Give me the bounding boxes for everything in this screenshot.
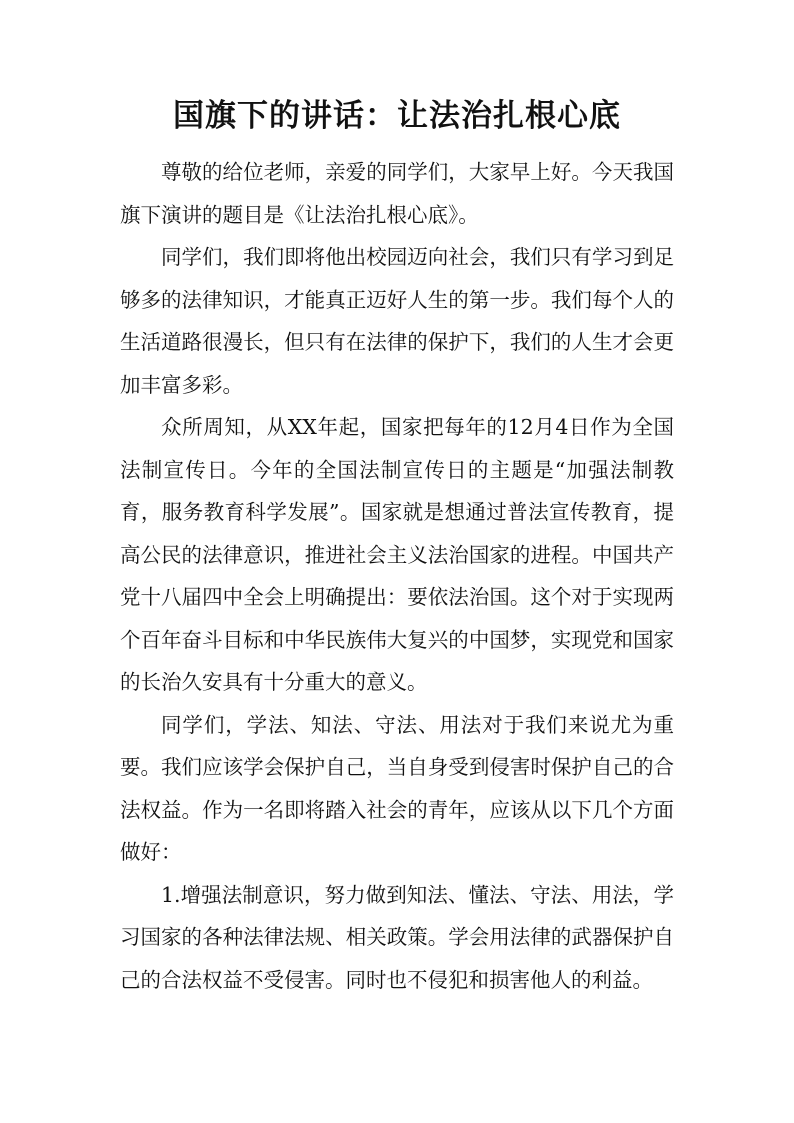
paragraph-point-1: 1.增强法制意识，努力做到知法、懂法、守法、用法，学习国家的各种法律法规、相关政策。学会用法律的武器保护自己的合法权益不受侵害。同时也不侵犯和损害他人的利益。	[120, 882, 674, 992]
paragraph-importance: 同学们，学法、知法、守法、用法对于我们来说尤为重要。我们应该学会保护自己，当自身受到侵害时保护自己的合法权益。作为一名即将踏入社会的青年，应该从以下几个方面做好：	[120, 712, 674, 864]
document-title: 国旗下的讲话：让法治扎根心底	[173, 98, 621, 134]
paragraph-legal-day: 众所周知，从XX年起，国家把每年的12月4日作为全国法制宣传日。今年的全国法制宣传日的主题是“加强法制教育，服务教育科学发展”。国家就是想通过普法宣传教育，提高公民的法律意识，推进社会主义法治国家的进程。中国共产党十八届四中全会上明确提出：要依法治国。这个对于实现两个百年奋斗目标和中华民族伟大复兴的中国梦，实现党和国家的长治久安具有十分重大的意义。	[120, 415, 674, 694]
paragraph-greeting: 尊敬的给位老师，亲爱的同学们，大家早上好。今天我国旗下演讲的题目是《让法治扎根心底》。	[120, 160, 674, 227]
paragraph-intro: 同学们，我们即将他出校园迈向社会，我们只有学习到足够多的法律知识，才能真正迈好人生的第一步。我们每个人的生活道路很漫长，但只有在法律的保护下，我们的人生才会更加丰富多彩。	[120, 245, 674, 397]
document-body	[120, 151, 674, 1001]
